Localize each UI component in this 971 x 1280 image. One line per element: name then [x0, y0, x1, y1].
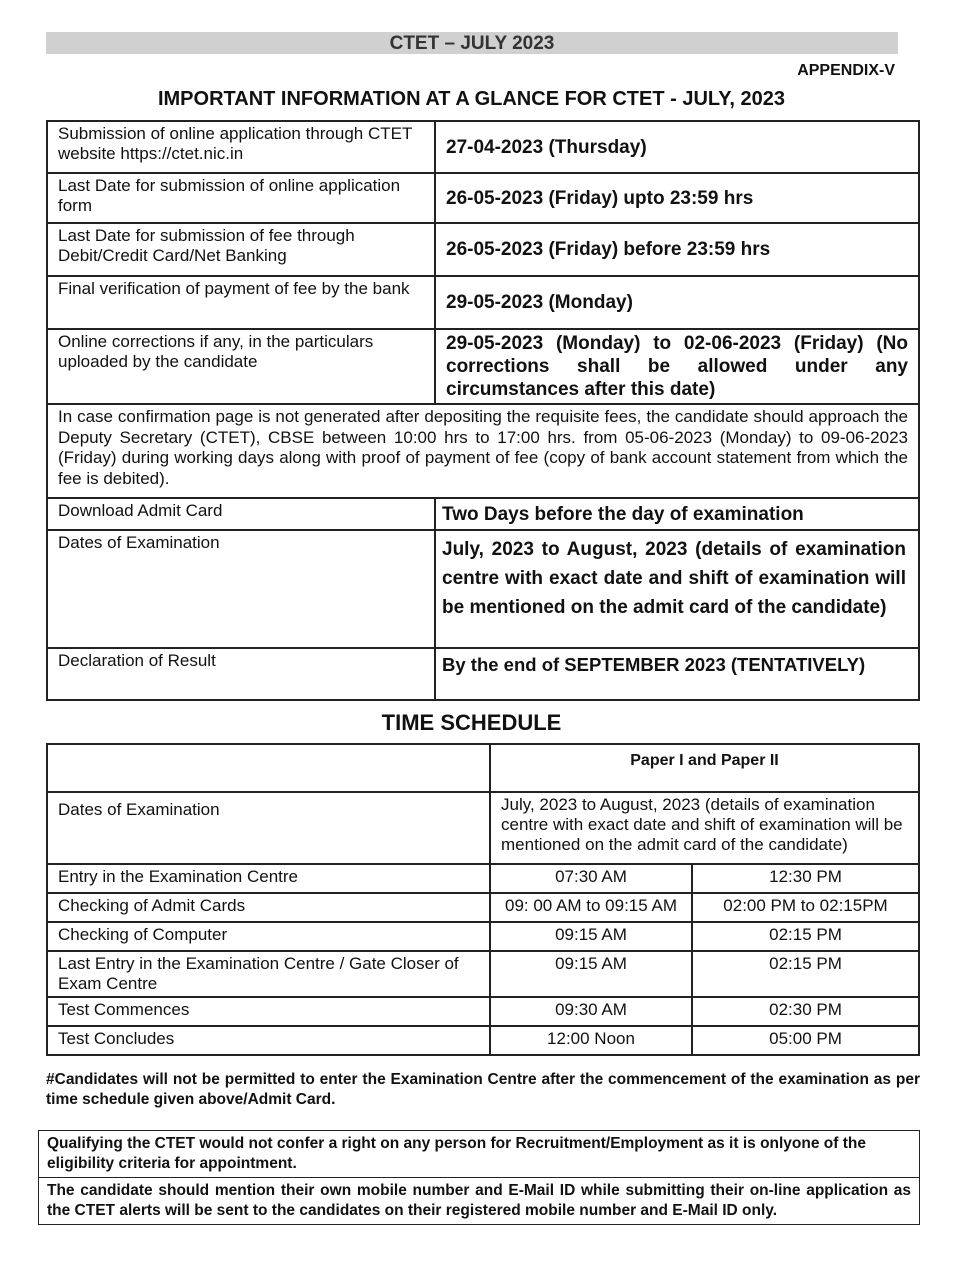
row-label: Last Date for submission of online application form [47, 173, 435, 223]
time-schedule-title: TIME SCHEDULE [381, 710, 562, 735]
row-value: Two Days before the day of examination [435, 498, 919, 530]
table-row [47, 792, 919, 864]
row-label: Test Concludes [47, 1026, 490, 1055]
header-empty-cell [47, 744, 490, 792]
row-label: Final verification of payment of fee by the bank [47, 276, 435, 329]
paper-2-time: 02:30 PM [692, 997, 919, 1026]
row-label: Entry in the Examination Centre [47, 864, 490, 893]
paper-2-time: 02:15 PM [692, 922, 919, 951]
paper-1-time: 09: 00 AM to 09:15 AM [490, 893, 692, 922]
table-row [47, 997, 919, 1026]
table-row [39, 1178, 920, 1225]
table-row [47, 893, 919, 922]
paper-2-time: 05:00 PM [692, 1026, 919, 1055]
contact-details-note: The candidate should mention their own mobile number and E-Mail ID while submitting their on-line application as the CTET alerts will be sent to the candidates on their registered mobile number and E-Mail ID only. [39, 1178, 920, 1225]
row-label: Last Entry in the Examination Centre / Gate Closer of Exam Centre [47, 951, 490, 997]
row-label: Checking of Admit Cards [47, 893, 490, 922]
table-row [47, 173, 919, 223]
paper-1-time: 09:15 AM [490, 951, 692, 997]
table-row [47, 530, 919, 648]
table-row [47, 1026, 919, 1055]
table-row [47, 498, 919, 530]
table-row [47, 864, 919, 893]
table-row [47, 404, 919, 498]
row-value: 29-05-2023 (Monday) to 02-06-2023 (Friday) (No corrections shall be allowed under any circumstances after this date) [435, 329, 919, 404]
document-header-bar: CTET – JULY 2023 [46, 32, 898, 54]
table-row [39, 1131, 920, 1178]
row-label: Dates of Examination [47, 530, 435, 648]
table-row [47, 744, 919, 792]
paper-1-time: 09:15 AM [490, 922, 692, 951]
footer-notes-table [38, 1130, 920, 1225]
row-label: Online corrections if any, in the particulars uploaded by the candidate [47, 329, 435, 404]
time-schedule-table [46, 743, 920, 1056]
row-value: July, 2023 to August, 2023 (details of examination centre with exact date and shift of examination will be mentioned on the admit card of the candidate) [490, 792, 919, 864]
table-row [47, 648, 919, 700]
row-value: 29-05-2023 (Monday) [435, 276, 919, 329]
table-row [47, 223, 919, 276]
qualification-note: Qualifying the CTET would not confer a right on any person for Recruitment/Employment as it is onlyone of the eligibility criteria for appointment. [39, 1131, 920, 1178]
column-header: Paper I and Paper II [490, 744, 919, 792]
row-label: Declaration of Result [47, 648, 435, 700]
paper-2-time: 12:30 PM [692, 864, 919, 893]
table-row [47, 121, 919, 173]
paper-2-time: 02:00 PM to 02:15PM [692, 893, 919, 922]
paper-1-time: 07:30 AM [490, 864, 692, 893]
row-label: Submission of online application through CTET website https://ctet.nic.in [47, 121, 435, 173]
paper-2-time: 02:15 PM [692, 951, 919, 997]
row-label: Last Date for submission of fee through Debit/Credit Card/Net Banking [47, 223, 435, 276]
paper-1-time: 09:30 AM [490, 997, 692, 1026]
table-row [47, 951, 919, 997]
row-label: Checking of Computer [47, 922, 490, 951]
appendix-label: APPENDIX-V [797, 62, 895, 79]
row-value: 26-05-2023 (Friday) before 23:59 hrs [435, 223, 919, 276]
candidate-entry-note: #Candidates will not be permitted to enter the Examination Centre after the commencement of the examination as per time schedule given above/Admit Card. [46, 1071, 920, 1108]
row-value: 26-05-2023 (Friday) upto 23:59 hrs [435, 173, 919, 223]
row-value: July, 2023 to August, 2023 (details of examination centre with exact date and shift of examination will be mentioned on the admit card of the candidate) [435, 530, 919, 648]
row-value: 27-04-2023 (Thursday) [435, 121, 919, 173]
table-row [47, 276, 919, 329]
row-label: Download Admit Card [47, 498, 435, 530]
table-row [47, 329, 919, 404]
row-label: Test Commences [47, 997, 490, 1026]
row-value: By the end of SEPTEMBER 2023 (TENTATIVELY) [435, 648, 919, 700]
paper-1-time: 12:00 Noon [490, 1026, 692, 1055]
important-info-table [46, 120, 920, 701]
table-row [47, 922, 919, 951]
confirmation-note: In case confirmation page is not generated after depositing the requisite fees, the candidate should approach the Deputy Secretary (CTET), CBSE between 10:00 hrs to 17:00 hrs. from 05-06-2023 (Monday) to 09-06-2023 (Friday) during working days along with proof of payment of fee (copy of bank account statement from which the fee is debited). [47, 404, 919, 498]
page-title: IMPORTANT INFORMATION AT A GLANCE FOR CTET - JULY, 2023 [157, 88, 786, 110]
row-label: Dates of Examination [47, 792, 490, 864]
